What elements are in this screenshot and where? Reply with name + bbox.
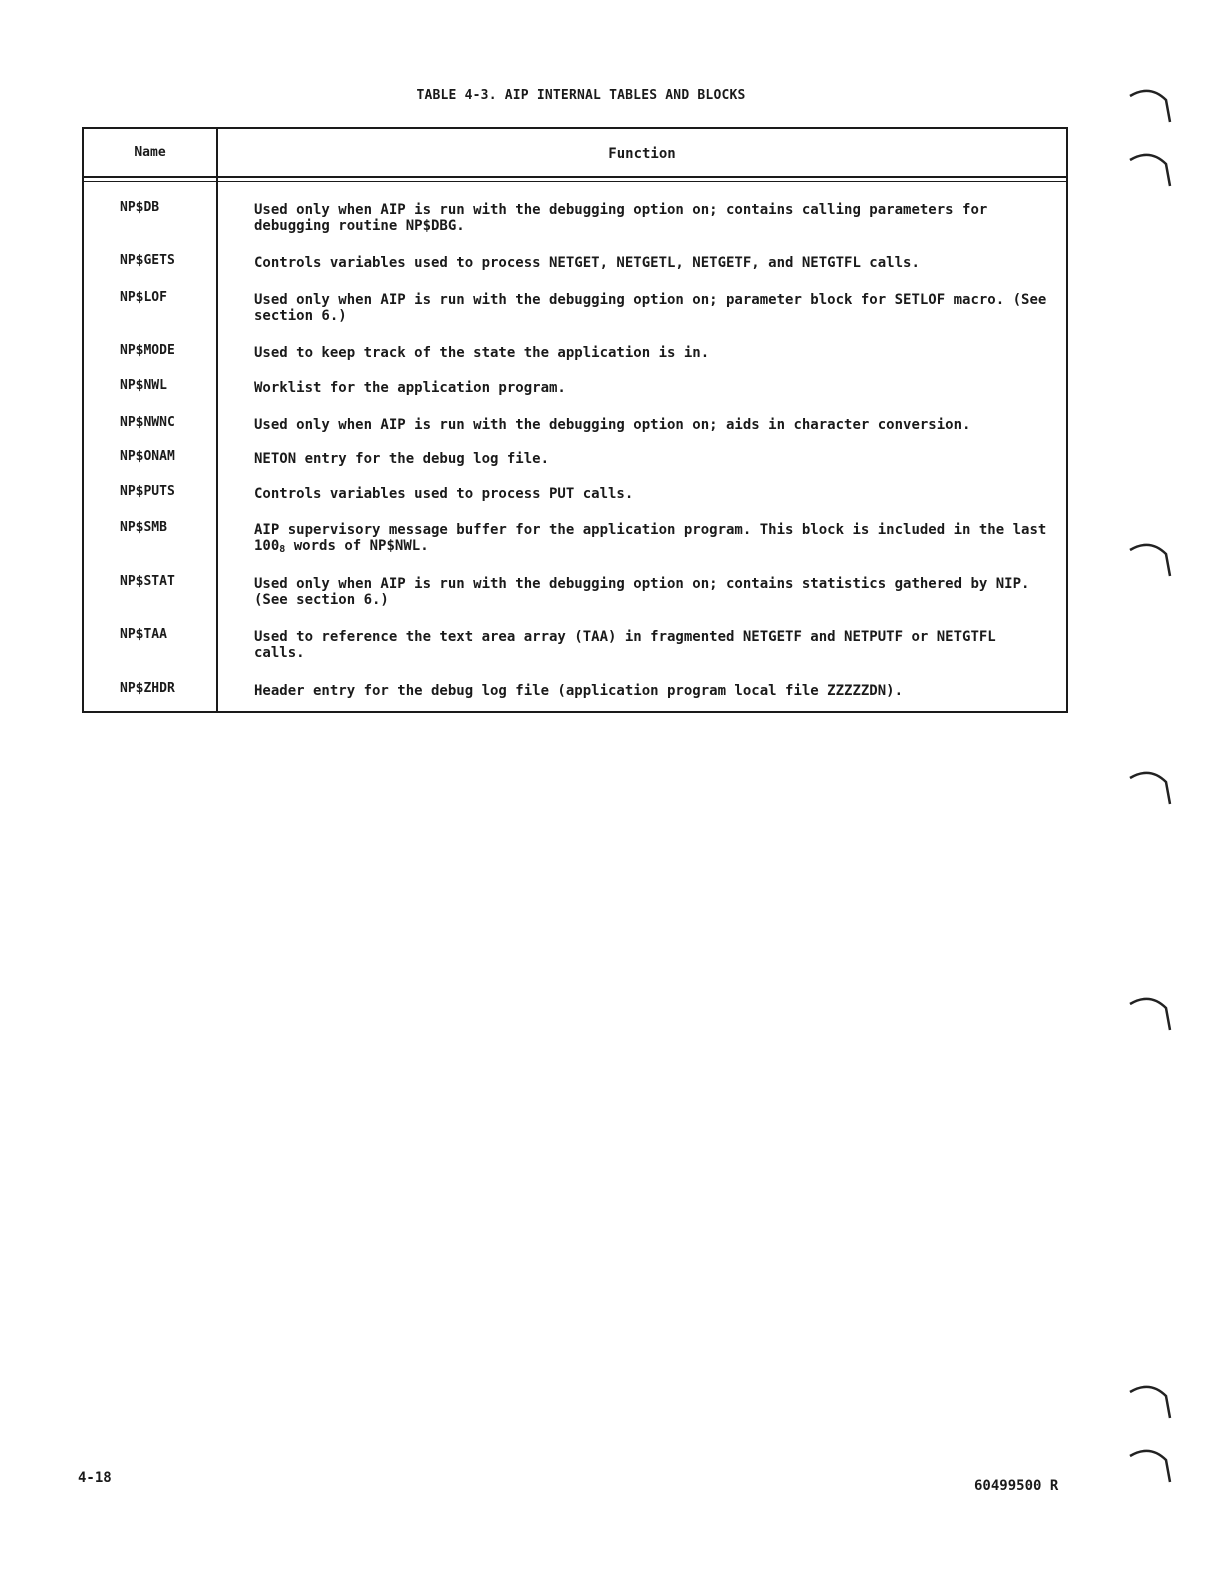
page-number: 4-18 xyxy=(78,1470,112,1486)
binder-hole-icon xyxy=(1126,536,1174,586)
header-function: Function xyxy=(608,146,676,162)
binder-hole-icon xyxy=(1126,1442,1174,1492)
aip-internal-tables-table xyxy=(82,127,1068,713)
row-function: NETON entry for the debug log file. xyxy=(254,451,550,467)
binder-hole-icon xyxy=(1126,1378,1174,1428)
row-name: NP$SMB xyxy=(120,520,167,535)
row-name: NP$NWL xyxy=(120,378,167,393)
row-function: Used only when AIP is run with the debugging option on; parameter block for SETLOF macro. (See section 6.) xyxy=(254,292,1047,324)
row-name: NP$ZHDR xyxy=(120,681,175,696)
row-function-text: AIP supervisory message buffer for the application program. This block is included in the last 100 xyxy=(254,522,1047,554)
row-function: Used to reference the text area array (TAA) in fragmented NETGETF and NETPUTF or NETGTFL calls. xyxy=(254,629,996,661)
row-function: Used only when AIP is run with the debugging option on; contains statistics gathered by NIP. (See section 6.) xyxy=(254,576,1030,608)
octal-subscript: 8 xyxy=(279,544,286,555)
row-function: Used only when AIP is run with the debugging option on; contains calling parameters for debugging routine NP$DBG. xyxy=(254,202,988,234)
binder-hole-icon xyxy=(1126,990,1174,1040)
column-divider xyxy=(216,129,218,711)
row-function: Controls variables used to process PUT calls. xyxy=(254,486,634,502)
row-name: NP$MODE xyxy=(120,343,175,358)
page-title: TABLE 4-3. AIP INTERNAL TABLES AND BLOCKS xyxy=(416,88,746,103)
row-function: Controls variables used to process NETGET, NETGETL, NETGETF, and NETGTFL calls. xyxy=(254,255,920,271)
binder-hole-icon xyxy=(1126,764,1174,814)
binder-hole-icon xyxy=(1126,146,1174,196)
row-name: NP$STAT xyxy=(120,574,175,589)
row-function: Used to keep track of the state the application is in. xyxy=(254,345,710,361)
header-name: Name xyxy=(134,145,166,160)
binder-hole-icon xyxy=(1126,82,1174,132)
row-name: NP$ONAM xyxy=(120,449,175,464)
row-name: NP$LOF xyxy=(120,290,167,305)
row-name: NP$DB xyxy=(120,200,160,215)
row-function: Used only when AIP is run with the debugging option on; aids in character conversion. xyxy=(254,417,971,433)
row-name: NP$NWNC xyxy=(120,415,175,430)
row-function xyxy=(254,522,1054,558)
row-function-text: words of NP$NWL. xyxy=(285,538,429,554)
row-name: NP$PUTS xyxy=(120,484,175,499)
row-name: NP$GETS xyxy=(120,253,175,268)
document-number: 60499500 R xyxy=(974,1478,1059,1494)
row-function: Header entry for the debug log file (application program local file ZZZZZDN). xyxy=(254,683,904,699)
row-function: Worklist for the application program. xyxy=(254,380,566,396)
row-name: NP$TAA xyxy=(120,627,167,642)
header-rule xyxy=(84,176,1066,182)
